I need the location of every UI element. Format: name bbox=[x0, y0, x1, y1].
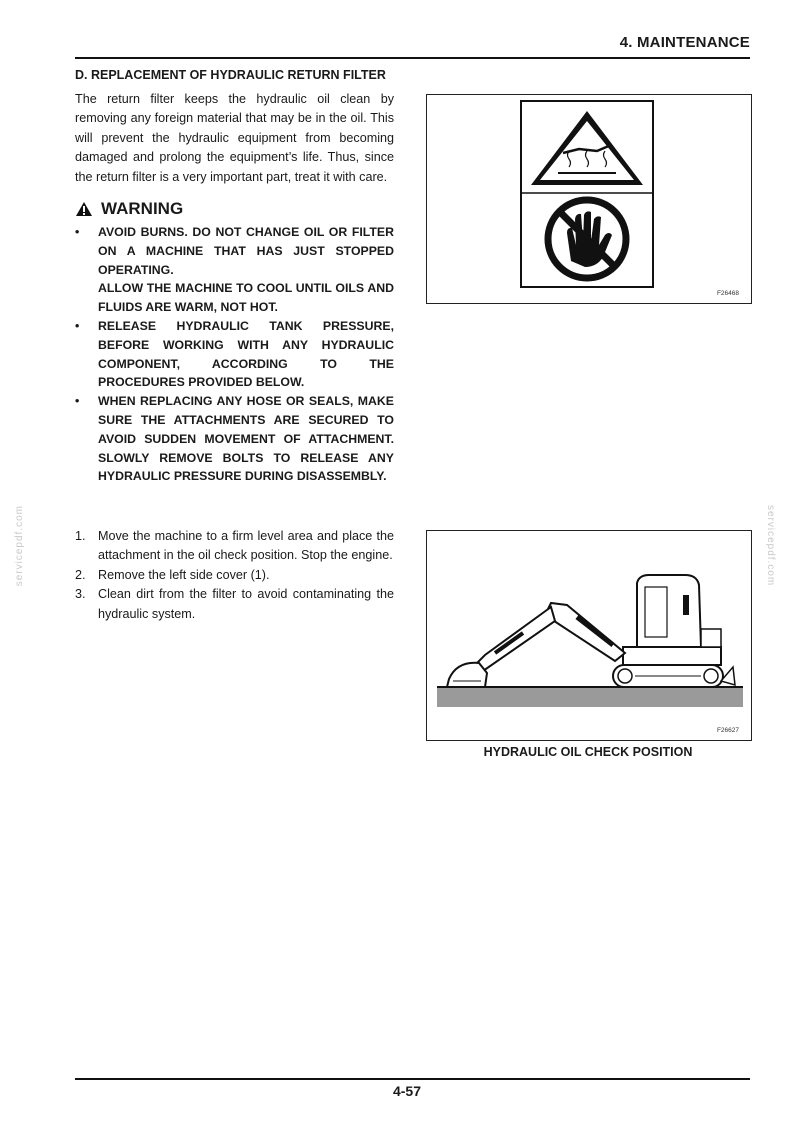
section-title: D. REPLACEMENT OF HYDRAULIC RETURN FILTER bbox=[75, 68, 386, 82]
warning-item bbox=[75, 223, 394, 317]
header-rule bbox=[75, 57, 750, 59]
figure-code: F26627 bbox=[716, 727, 739, 734]
warning-item bbox=[75, 317, 394, 392]
warning-heading bbox=[75, 199, 394, 219]
step-text: Clean dirt from the filter to avoid contaminating the hydraulic system. bbox=[98, 587, 394, 621]
warning-item-text: AVOID BURNS. DO NOT CHANGE OIL OR FILTER ON A MACHINE THAT HAS JUST STOPPED OPERATING. bbox=[98, 225, 394, 277]
step-number: 3. bbox=[75, 587, 86, 602]
safety-decal-illustration bbox=[427, 95, 751, 303]
excavator-illustration bbox=[427, 531, 751, 740]
watermark-right: servicepdf.com bbox=[765, 505, 776, 587]
watermark-left: servicepdf.com bbox=[14, 505, 25, 587]
step-number: 1. bbox=[75, 529, 86, 543]
figure-caption: HYDRAULIC OIL CHECK POSITION bbox=[483, 745, 693, 759]
section-header: 4. MAINTENANCE bbox=[619, 34, 750, 51]
step-item bbox=[75, 527, 394, 566]
step-number: 2. bbox=[75, 567, 86, 582]
step-text: Move the machine to a firm level area and place the attachment in the oil check position. Stop the engine. bbox=[98, 529, 394, 563]
page-number: 4-57 bbox=[392, 1083, 422, 1099]
figure-code: F26468 bbox=[716, 290, 739, 297]
step-item bbox=[75, 566, 394, 585]
footer-rule bbox=[75, 1078, 750, 1080]
figure-safety-decal bbox=[426, 94, 752, 304]
warning-item bbox=[75, 392, 394, 486]
figure-oil-check-position bbox=[426, 530, 752, 741]
procedure-steps bbox=[75, 527, 394, 624]
warning-item-text: WHEN REPLACING ANY HOSE OR SEALS, MAKE SURE THE ATTACHMENTS ARE SECURED TO AVOID SUDDEN MOVEMENT OF ATTACHMENT. SLOWLY REMOVE BOLTS TO RELEASE ANY HYDRAULIC PRESSURE DURING DISASSEMBLY. bbox=[98, 394, 394, 484]
step-text: Remove the left side cover (1). bbox=[98, 567, 270, 582]
warning-list bbox=[75, 223, 394, 486]
do-not-touch-icon bbox=[548, 200, 626, 278]
warning-item-text: RELEASE HYDRAULIC TANK PRESSURE, BEFORE WORKING WITH ANY HYDRAULIC COMPONENT, ACCORDING TO THE PROCEDURES PROVIDED BELOW. bbox=[98, 318, 394, 390]
warning-title: WARNING bbox=[101, 199, 184, 218]
intro-paragraph: The return filter keeps the hydraulic oil clean by removing any foreign material that may be in the oil. This will prevent the hydraulic equipment from becoming damaged and prolong the equipment’s life. Thus, since the return filter is a very important part, treat it with care. bbox=[75, 92, 394, 184]
warning-triangle-icon bbox=[75, 201, 93, 217]
step-item bbox=[75, 585, 394, 624]
warning-item-subtext: ALLOW THE MACHINE TO COOL UNTIL OILS AND FLUIDS ARE WARM, NOT HOT. bbox=[98, 281, 394, 315]
